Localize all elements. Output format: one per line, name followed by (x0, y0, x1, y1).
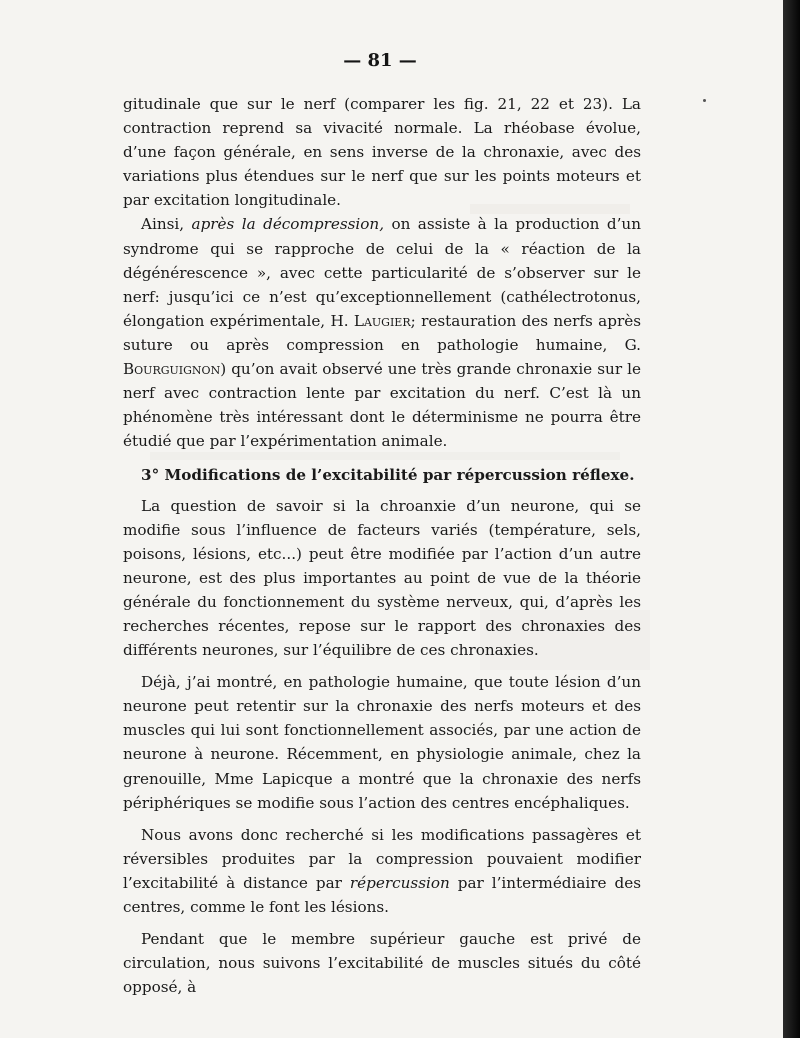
scan-border (783, 0, 800, 1038)
paragraph-text: La question de savoir si la chroanxie d’un neurone, qui se modifie sous l’influence de facteurs variés (température, sels, poisons, lésions, etc...) peut être modifiée par l’action d’un autre neurone, est des plus importantes au point de vue de la théorie générale du fonctionnement du système nerveux, qui, d’après les recherches récentes, repose sur le rapport des chronaxies des différents neurones, sur l’équilibre de ces chronaxies. (123, 496, 641, 660)
page-body (123, 92, 641, 999)
paragraph-text: ; restauration des nerfs après suture ou après compression en pathologie humaine, G. (123, 311, 641, 354)
paragraph-text: ) qu’on avait observé une très grande chronaxie sur le nerf avec contraction lente par excitation du nerf. C’est là un phénomène très intéressant dont le déterminisme ne pourra être étudié que par l’expérimentation animale. (123, 360, 641, 451)
paragraph (123, 670, 641, 815)
paragraph-text: Nous avons donc recherché si les modifications passagères et réversibles produites par la compression pouvaient modifier l’excitabilité à distance par (123, 825, 641, 892)
author-name: Bourguignon (123, 360, 221, 379)
paragraph-text: Pendant que le membre supérieur gauche est privé de circulation, nous suivons l’excitabilité de muscles situés du côté opposé, à (123, 930, 641, 997)
paragraph (123, 494, 641, 663)
section-heading: 3° Modifications de l’excitabilité par répercussion réflexe. (141, 466, 635, 485)
italic-phrase: après la décompression, (191, 215, 385, 234)
paragraph-text: Déjà, j’ai montré, en pathologie humaine, que toute lésion d’un neurone peut retentir sur la chronaxie des nerfs moteurs et des muscles qui lui sont fonctionnellement associés, par une action de neurone à neurone. Récemment, en physiologie animale, chez la grenouille, Mme Lapicque a montré que la chronaxie des nerfs périphériques se modifie sous l’action des centres encéphaliques. (123, 673, 641, 812)
page-number: — 81 — (343, 50, 417, 71)
paragraph-continuation (123, 92, 641, 212)
paragraph (123, 927, 641, 999)
italic-word: répercussion (349, 873, 450, 892)
paragraph-text: gitudinale que sur le nerf (comparer les fig. 21, 22 et 23). La contraction reprend sa vivacité normale. La rhéobase évolue, d’une façon générale, en sens inverse de la chronaxie, avec des variations plus étendues sur le nerf que sur les points moteurs et par excitation longitudinale. (123, 95, 641, 210)
paragraph-text: on assiste à la production d’un syndrome qui se rapproche de celui de la « réaction de la dégénérescence », avec cette particularité de s’observer sur le nerf: jusqu’ici ce n’est qu’exceptionnellement (cathélectrotonus, élongation expérimentale, H. (123, 215, 641, 330)
paragraph (123, 823, 641, 919)
paragraph (123, 212, 641, 453)
paragraph-text: Ainsi, (141, 215, 192, 234)
speck (703, 99, 706, 102)
paragraph-text: par l’intermédiaire des centres, comme le font les lésions. (123, 873, 642, 916)
author-name: Laugier (353, 311, 411, 330)
